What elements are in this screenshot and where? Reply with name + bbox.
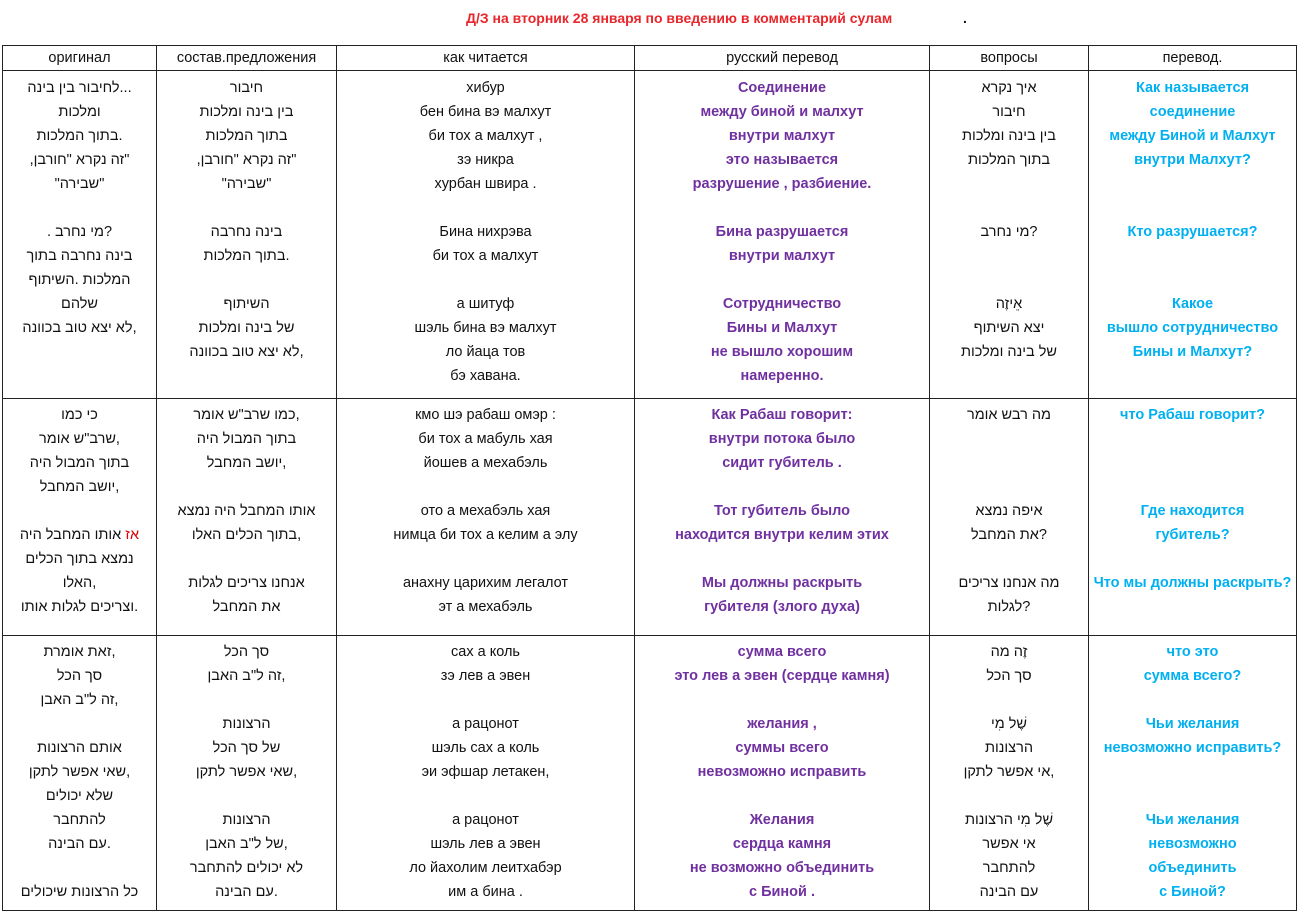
cell-line: ?את המחבל — [971, 527, 1047, 543]
cell-line — [1092, 475, 1293, 499]
cell-line: сумма всего? — [1143, 668, 1242, 684]
cell-line — [638, 268, 926, 292]
cell-line: ло йахолим леитхабэр — [409, 860, 562, 876]
cell-line: שלהם — [60, 296, 98, 312]
cell-line — [340, 475, 631, 499]
cell-line: של בינה ומלכות — [961, 344, 1057, 360]
cell-translation — [1089, 71, 1297, 399]
cell-line: ,בתוך הכלים האלו — [191, 527, 302, 543]
cell-reading — [337, 636, 635, 911]
cell-line: Кто разрушается? — [1127, 224, 1258, 240]
cell-line: אותו המחבל היה נמצא — [177, 503, 316, 519]
cell-line: соединение — [1149, 104, 1236, 120]
cell-line: Желания — [749, 812, 815, 828]
cell-line: .עם הבינה — [48, 836, 111, 852]
cell-line: סך הכל — [986, 668, 1032, 684]
cell-line: ,שאי אפשר לתקן — [28, 764, 131, 780]
cell-line: Соединение — [737, 80, 827, 96]
cell-line: Бина разрушается — [715, 224, 849, 240]
cell-line: בינה נחרבה — [210, 224, 283, 240]
cell-russian — [635, 399, 930, 636]
cell-line — [1092, 172, 1293, 196]
cell-line — [638, 196, 926, 220]
cell-line: בתוך המלכות — [205, 128, 288, 144]
cell-line: בין בינה ומלכות — [199, 104, 294, 120]
table-row — [3, 636, 1297, 911]
table-row — [3, 399, 1297, 636]
cell-sentence — [157, 71, 337, 399]
cell-line: חיבור — [992, 104, 1026, 120]
cell-line — [1092, 244, 1293, 268]
cell-line: "זה נקרא "חורבן, — [29, 152, 130, 168]
cell-line: эт а мехабэль — [438, 599, 533, 615]
cell-line: им а бина . — [448, 884, 523, 900]
cell-line: Какое — [1171, 296, 1214, 312]
cell-line: ,זאת אומרת — [43, 644, 116, 660]
cell-line: би тох а малхут — [432, 248, 539, 264]
cell-line: анахну царихим легалот — [402, 575, 569, 591]
cell-line: איפה נמצא — [975, 503, 1043, 519]
cell-line: сумма всего — [737, 644, 827, 660]
cell-line: Что мы должны раскрыть? — [1093, 575, 1292, 591]
cell-line: ?מי נחרב . — [46, 224, 113, 240]
cell-line — [1092, 427, 1293, 451]
cell-line: ומלכות — [58, 104, 101, 120]
cell-line: Где находится — [1140, 503, 1245, 519]
cell-line: внутри потока было — [708, 431, 856, 447]
cell-line: би тох а мабуль хая — [418, 431, 553, 447]
cell-line — [6, 523, 153, 547]
cell-line: это лев а эвен (сердце камня) — [674, 668, 890, 684]
cell-line — [933, 784, 1085, 808]
cell-line: нимца би тох а келим а элу — [393, 527, 578, 543]
cell-line — [160, 268, 333, 292]
cell-line: разрушение , разбиение. — [692, 176, 872, 192]
cell-line: внутри Малхут? — [1134, 152, 1251, 168]
cell-line: ,כמו שרב"ש אומר — [193, 407, 300, 423]
cell-line — [160, 688, 333, 712]
cell-line: סך הכל — [223, 644, 270, 660]
cell-line: сидит губитель . — [722, 455, 842, 471]
header-questions: вопросы — [930, 46, 1089, 71]
cell-line: губитель? — [1155, 527, 1230, 543]
table-row — [3, 71, 1297, 399]
cell-line — [933, 547, 1085, 571]
cell-line — [638, 547, 926, 571]
cell-line — [638, 475, 926, 499]
cell-line: что это — [1166, 644, 1219, 660]
cell-translation — [1089, 636, 1297, 911]
cell-line: כל הרצונות שיכולים — [20, 884, 139, 900]
cell-line: ?מי נחרב — [980, 224, 1038, 240]
cell-line: находится внутри келим этих — [675, 527, 889, 543]
cell-line: между биной и малхут — [700, 104, 864, 120]
cell-line: ло йаца тов — [445, 344, 526, 360]
cell-line: невозможно исправить — [697, 764, 867, 780]
cell-translation — [1089, 399, 1297, 636]
cell-line — [638, 688, 926, 712]
header-translation: перевод. — [1089, 46, 1297, 71]
cell-line: עם הבינה — [979, 884, 1039, 900]
cell-line: что Рабаш говорит? — [1120, 407, 1265, 423]
cell-line: не возможно объединить — [689, 860, 875, 876]
cell-line: хурбан швира . — [434, 176, 537, 192]
cell-line: .וצריכים לגלות אותו — [20, 599, 139, 615]
cell-line: ,לא יצא טוב בכוונה — [189, 344, 304, 360]
cell-line: а шитуф — [456, 296, 515, 312]
cell-line: бэ хавана. — [450, 368, 521, 384]
cell-line: с Биной? — [1159, 884, 1226, 900]
cell-line: Бины и Малхут? — [1132, 344, 1253, 360]
cell-line: Чьи желания — [1145, 716, 1240, 732]
cell-line: Сотрудничество — [722, 296, 842, 312]
cell-questions — [930, 71, 1089, 399]
cell-line: המלכות .השיתוף — [28, 272, 131, 288]
cell-line: шэль лев а эвен — [430, 836, 541, 852]
cell-line — [933, 244, 1085, 268]
cell-line: נמצא בתוך הכלים — [25, 551, 134, 567]
cell-line: кмо шэ рабаш омэр : — [415, 407, 556, 423]
cell-line — [933, 196, 1085, 220]
cell-line: בתוך המבול היה — [29, 455, 130, 471]
cell-line — [160, 475, 333, 499]
cell-line: ,האלו — [62, 575, 97, 591]
cell-line: זֶה מה — [990, 644, 1028, 660]
cell-line: ,יושב המחבל — [206, 455, 287, 471]
cell-questions — [930, 636, 1089, 911]
cell-line: את המחבל — [212, 599, 281, 615]
cell-line: שֶׁל מִי הרצונות — [964, 812, 1054, 828]
cell-line: בינה נחרבה בתוך — [26, 248, 133, 264]
cell-reading — [337, 399, 635, 636]
cell-line — [933, 688, 1085, 712]
header-original: оригинал — [3, 46, 157, 71]
cell-line: хибур — [466, 80, 505, 96]
cell-line: а рацонот — [452, 812, 519, 828]
cell-line: ...לחיבור בין בינה — [27, 80, 132, 96]
cell-line: ,שאי אפשר לתקן — [195, 764, 298, 780]
cell-line: внутри малхут — [728, 128, 836, 144]
cell-line: невозможно — [1148, 836, 1237, 852]
cell-line: "זה נקרא "חורבן, — [196, 152, 297, 168]
cell-line — [6, 196, 153, 220]
cell-line: ,לא יצא טוב בכוונה — [22, 320, 137, 336]
cell-line — [340, 784, 631, 808]
cell-line — [1092, 784, 1293, 808]
cell-line: ,של ל"ב האבן — [205, 836, 288, 852]
cell-line: "שבירה" — [54, 176, 105, 192]
cell-line: בתוך המבול היה — [196, 431, 297, 447]
cell-line: איך נקרא — [981, 80, 1037, 96]
cell-line — [160, 784, 333, 808]
cell-line: сах а коль — [451, 644, 520, 660]
cell-line — [160, 196, 333, 220]
cell-line: шэль бина вэ малхут — [414, 320, 557, 336]
cell-line: השיתוף — [223, 296, 270, 312]
cell-line — [638, 784, 926, 808]
homework-title-dot: . — [963, 10, 967, 26]
cell-line: ,זה ל"ב האבן — [40, 692, 119, 708]
cell-line: Чьи желания — [1145, 812, 1240, 828]
cell-line: объединить — [1148, 860, 1237, 876]
cell-line: невозможно исправить? — [1103, 740, 1282, 756]
cell-original — [3, 71, 157, 399]
cell-line — [6, 856, 153, 880]
cell-line: להתחבר — [53, 812, 106, 828]
cell-line: .בתוך המלכות — [36, 128, 123, 144]
cell-line: ,שרב"ש אומר — [39, 431, 120, 447]
cell-line — [6, 712, 153, 736]
header-reading: как читается — [337, 46, 635, 71]
cell-line: внутри малхут — [728, 248, 836, 264]
cell-line: של סך הכל — [212, 740, 281, 756]
cell-line: .עם הבינה — [215, 884, 278, 900]
cell-line: שלא יכולים — [45, 788, 114, 804]
translation-table — [2, 45, 1297, 911]
cell-russian — [635, 71, 930, 399]
cell-line: вышло сотрудничество — [1106, 320, 1279, 336]
cell-line — [340, 196, 631, 220]
cell-line: סך הכל — [56, 668, 103, 684]
cell-line: би тох а малхут , — [428, 128, 543, 144]
cell-line — [1092, 196, 1293, 220]
cell-line: כי כמו — [61, 407, 98, 423]
cell-line: מה אנחנו צריכים — [958, 575, 1060, 591]
cell-line: אֵיזֶה — [995, 296, 1023, 312]
cell-line — [933, 475, 1085, 499]
cell-line: желания , — [747, 716, 817, 732]
cell-line — [1092, 688, 1293, 712]
cell-line: эи эфшар летакен, — [421, 764, 550, 780]
cell-line — [340, 547, 631, 571]
cell-line: между Биной и Малхут — [1109, 128, 1276, 144]
cell-line: сердца камня — [732, 836, 832, 852]
cell-line — [340, 268, 631, 292]
cell-sentence — [157, 636, 337, 911]
cell-line: אנחנו צריכים לגלות — [188, 575, 305, 591]
cell-line: намеренно. — [740, 368, 824, 384]
cell-line — [933, 268, 1085, 292]
cell-line: בין בינה ומלכות — [962, 128, 1056, 144]
cell-line: суммы всего — [735, 740, 829, 756]
cell-line: בתוך המלכות — [967, 152, 1051, 168]
cell-line: מה רבש אומר — [966, 407, 1052, 423]
homework-title-text: Д/З на вторник 28 января по введению в комментарий сулам — [466, 10, 893, 26]
cell-line — [1092, 760, 1293, 784]
cell-line: с Биной . — [748, 884, 815, 900]
cell-line: йошев а мехабэль — [423, 455, 548, 471]
cell-original — [3, 636, 157, 911]
cell-line: ,יושב המחבל — [39, 479, 120, 495]
cell-line-text: אותו המחבל היה — [19, 527, 122, 543]
cell-line: Мы должны раскрыть — [701, 575, 863, 591]
cell-line: зэ лев а эвен — [440, 668, 531, 684]
cell-line: зэ никра — [457, 152, 514, 168]
cell-line: Как Рабаш говорит: — [711, 407, 853, 423]
cell-line: Как называется — [1135, 80, 1250, 96]
cell-line: .בתוך המלכות — [203, 248, 290, 264]
cell-line: של בינה ומלכות — [198, 320, 295, 336]
cell-line: הרצונות — [222, 716, 271, 732]
cell-line: не вышло хорошим — [710, 344, 854, 360]
cell-line: לא יכולים להתחבר — [189, 860, 304, 876]
highlight-word: אז — [125, 527, 140, 543]
cell-line: אותם הרצונות — [37, 740, 122, 756]
cell-line: бен бина вэ малхут — [419, 104, 552, 120]
cell-line: יצא השיתוף — [973, 320, 1045, 336]
cell-line: ?לגלות — [987, 599, 1031, 615]
header-sentence: состав.предложения — [157, 46, 337, 71]
cell-line — [933, 451, 1085, 475]
header-row — [3, 46, 1297, 71]
cell-line: Бины и Малхут — [726, 320, 838, 336]
cell-line: להתחבר — [982, 860, 1036, 876]
cell-line: הרצונות — [984, 740, 1034, 756]
cell-reading — [337, 71, 635, 399]
cell-line — [1092, 451, 1293, 475]
cell-line: הרצונות — [222, 812, 271, 828]
cell-line — [1092, 547, 1293, 571]
cell-line — [340, 688, 631, 712]
cell-line — [933, 172, 1085, 196]
cell-line: שֶׁל מִי — [990, 716, 1028, 732]
cell-sentence — [157, 399, 337, 636]
cell-line: это называется — [725, 152, 839, 168]
cell-line: אי אפשר — [982, 836, 1036, 852]
cell-original — [3, 399, 157, 636]
cell-line: חיבור — [229, 80, 264, 96]
cell-line: Тот губитель было — [713, 503, 851, 519]
cell-line: Бина нихрэва — [439, 224, 532, 240]
cell-line: "שבירה" — [221, 176, 272, 192]
cell-line — [160, 547, 333, 571]
cell-line — [1092, 268, 1293, 292]
homework-title — [0, 8, 1298, 30]
cell-line: губителя (злого духа) — [704, 599, 860, 615]
cell-line — [6, 499, 153, 523]
cell-line: шэль сах а коль — [431, 740, 540, 756]
cell-line — [933, 427, 1085, 451]
cell-questions — [930, 399, 1089, 636]
header-russian: русский перевод — [635, 46, 930, 71]
cell-line: ,זה ל"ב האבן — [207, 668, 286, 684]
cell-line: а рацонот — [452, 716, 519, 732]
cell-russian — [635, 636, 930, 911]
cell-line: ото а мехабэль хая — [420, 503, 551, 519]
cell-line: ,אי אפשר לתקן — [963, 764, 1055, 780]
